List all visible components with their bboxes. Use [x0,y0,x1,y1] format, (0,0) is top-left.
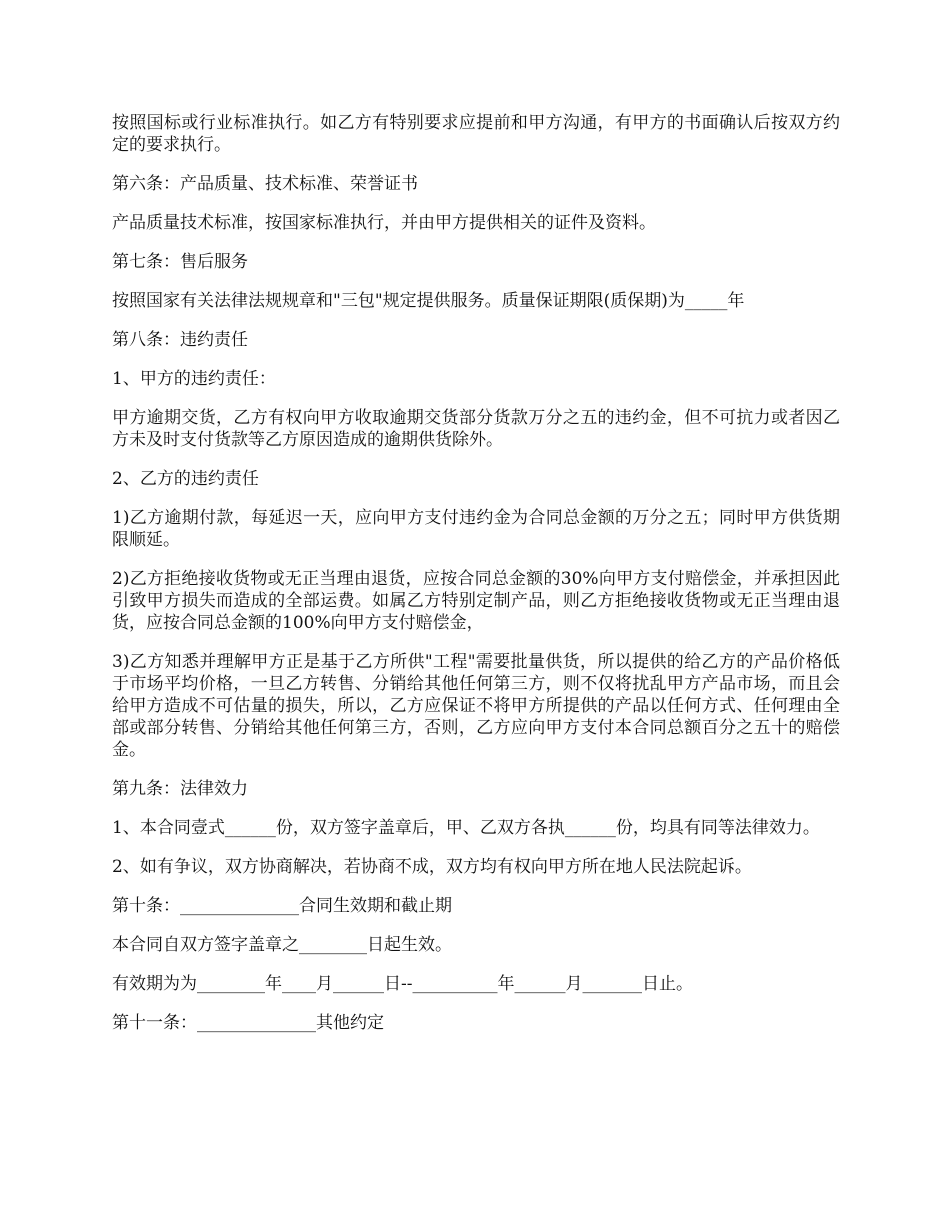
heading-article-11: 第十一条：______________其他约定 [112,1013,384,1033]
subheading-party-a-liability: 1、甲方的违约责任： [112,369,276,389]
heading-article-10: 第十条：______________合同生效期和截止期 [112,896,452,916]
clause-dispute: 2、如有争议，双方协商解决，若协商不成，双方均有权向甲方所在地人民法院起诉。 [112,857,752,877]
paragraph-quality: 产品质量技术标准，按国家标准执行，并由甲方提供相关的证件及资料。 [112,213,656,233]
heading-article-9: 第九条：法律效力 [112,779,248,799]
clause-resale: 3)乙方知悉并理解甲方正是基于乙方所供"工程"需要批量供货，所以提供的给乙方的产品价格低于市场平均价格，一旦乙方转售、分销给其他任何第三方，则不仅将扰乱甲方产品市场，而且会给甲方造成不可估量的损失，所以，乙方应保证不将甲方所提供的产品以任何方式、任何理由全部或部分转售、分销给其他任何第三方，否则，乙方应向甲方支付本合同总额百分之五十的赔偿金。 [112,652,840,760]
clause-late-payment: 1)乙方逾期付款，每延迟一天，应向甲方支付违约金为合同总金额的万分之五；同时甲方供货期限顺延。 [112,508,840,550]
clause-refusal: 2)乙方拒绝接收货物或无正当理由退货，应按合同总金额的30%向甲方支付赔偿金，并承担因此引致甲方损失而造成的全部运费。如属乙方特别定制产品，则乙方拒绝接收货物或无正当理由退货，应按合同总金额的100%向甲方支付赔偿金， [112,569,840,633]
paragraph-effective-date: 本合同自双方签字盖章之________日起生效。 [112,935,452,955]
heading-article-8: 第八条：违约责任 [112,330,248,350]
paragraph-validity-period: 有效期为为________年____月______日--__________年______月_______日止。 [112,974,693,994]
clause-copies: 1、本合同壹式______份，双方签字盖章后，甲、乙双方各执______份，均具有同等法律效力。 [112,818,820,838]
heading-article-6: 第六条：产品质量、技术标准、荣誉证书 [112,174,418,194]
document-page [112,112,840,1051]
subheading-party-b-liability: 2、乙方的违约责任 [112,469,259,489]
paragraph-standards: 按照国标或行业标准执行。如乙方有特别要求应提前和甲方沟通，有甲方的书面确认后按双方约定的要求执行。 [112,113,840,155]
heading-article-7: 第七条：售后服务 [112,252,248,272]
paragraph-after-sales: 按照国家有关法律法规规章和"三包"规定提供服务。质量保证期限(质保期)为_____年 [112,291,745,311]
paragraph-party-a-liability: 甲方逾期交货，乙方有权向甲方收取逾期交货部分货款万分之五的违约金，但不可抗力或者因乙方未及时支付货款等乙方原因造成的逾期供货除外。 [112,408,840,450]
